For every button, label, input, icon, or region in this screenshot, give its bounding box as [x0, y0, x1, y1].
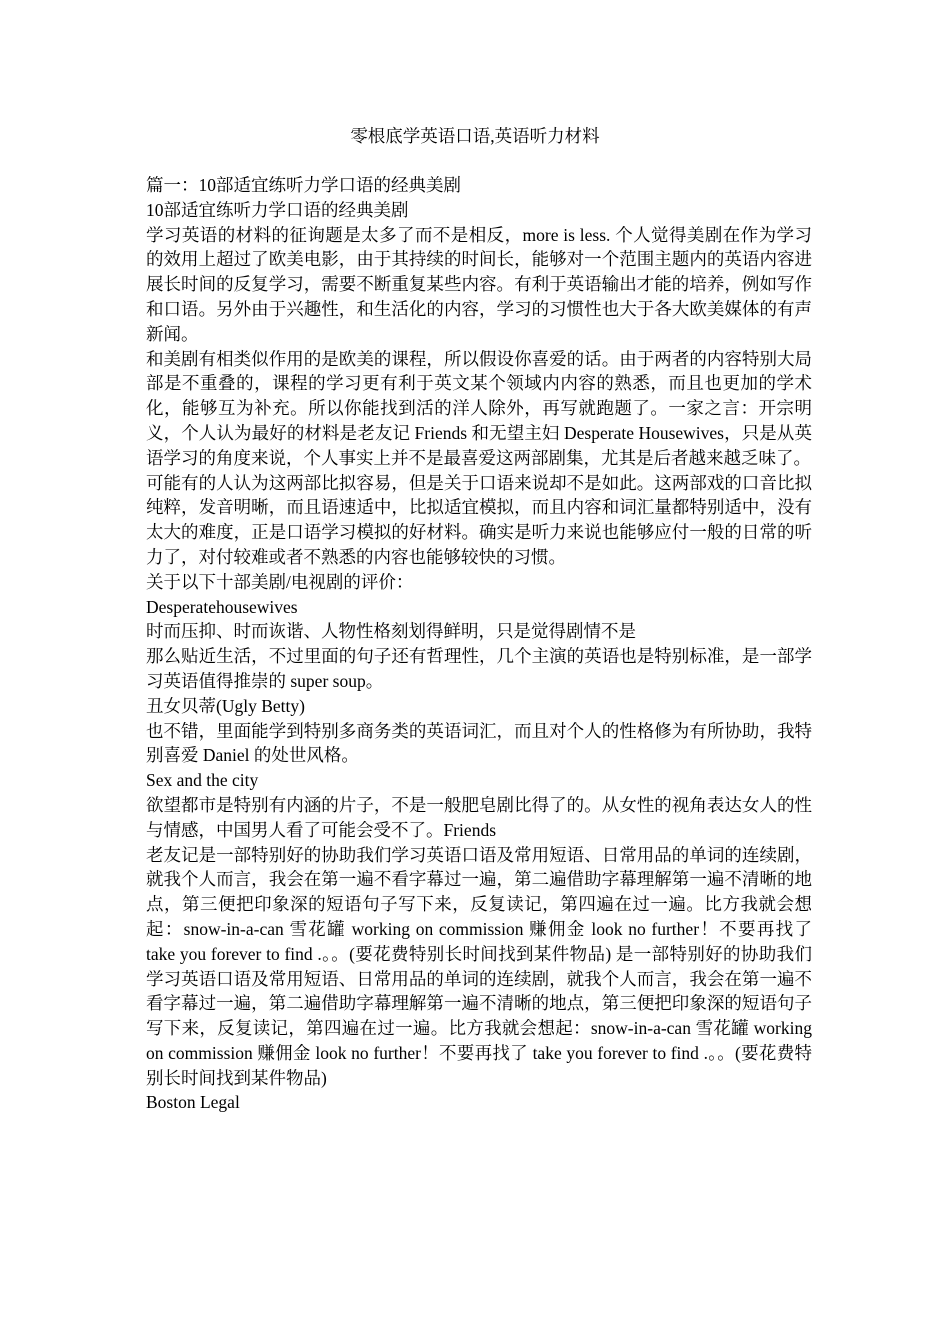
show-title: Boston Legal	[146, 1092, 240, 1113]
show-title: Desperatehousewives	[146, 596, 298, 617]
show-title: Sex and the city	[146, 770, 259, 791]
show-title: 丑女贝蒂(Ugly Betty)	[146, 695, 305, 716]
document-body	[146, 173, 812, 1115]
paragraph: 也不错，里面能学到特别多商务类的英语词汇，而且对个人的性格修为有所协助，我特别喜爱 Daniel 的处世风格。	[146, 720, 812, 766]
document-title: 零根底学英语口语,英语听力材料	[350, 126, 600, 146]
section-heading: 篇一：10部适宜练听力学口语的经典美剧	[146, 175, 461, 195]
paragraph: 和美剧有相类似作用的是欧美的课程，所以假设你喜爱的话。由于两者的内容特别大局部是不重叠的，课程的学习更有利于英文某个领域内内容的熟悉，而且也更加的学术化，能够互为补充。所以你能找到活的洋人除外，再写就跑题了。一家之言：开宗明义，个人认为最好的材料是老友记 Friends 和无望主妇 Desperate Housewives，只是从英语学习的角度来说，个人事实上并不是最喜爱这两部剧集，尤其是后者越来越乏味了。	[146, 348, 812, 468]
paragraph: 关于以下十部美剧/电视剧的评价：	[146, 571, 414, 592]
paragraph: 时而压抑、时而诙谐、人物性格刻划得鲜明，只是觉得剧情不是	[146, 621, 636, 642]
paragraph: 那么贴近生活，不过里面的句子还有哲理性，几个主演的英语也是特别标准，是一部学习英语值得推崇的 super soup。	[146, 646, 812, 691]
paragraph: 欲望都市是特别有内涵的片子，不是一般肥皂剧比得了的。从女性的视角表达女人的性与情感，中国男人看了可能会受不了。Friends	[146, 794, 812, 840]
paragraph: 学习英语的材料的征询题是太多了而不是相反，more is less. 个人觉得美剧在作为学习的效用上超过了欧美电影，由于其持续的时间长，能够对一个范围主题内的英语内容进展长时间的反复学习，需要不断重复某些内容。有利于英语输出才能的培养，例如写作和口语。另外由于兴趣性，和生活化的内容，学习的习惯性也大于各大欧美媒体的有声新闻。	[146, 224, 812, 344]
paragraph: 可能有的人认为这两部比拟容易，但是关于口语来说却不是如此。这两部戏的口音比拟纯粹，发音明晰，而且语速适中，比拟适宜模拟，而且内容和词汇量都特别适中，没有太大的难度，正是口语学习模拟的好材料。确实是听力来说也能够应付一般的日常的听力了，对付较难或者不熟悉的内容也能够较快的习惯。	[146, 472, 812, 567]
paragraph: 老友记是一部特别好的协助我们学习英语口语及常用短语、日常用品的单词的连续剧，就我个人而言，我会在第一遍不看字幕过一遍，第二遍借助字幕理解第一遍不清晰的地点，第三便把印象深的短语句子写下来，反复读记，第四遍在过一遍。比方我就会想起：snow-in-a-can 雪花罐 working on commission 赚佣金 look no further！不要再找了 take you forever to find .。。(要花费特别长时间找到某件物品) 是一部特别好的协助我们学习英语口语及常用短语、日常用品的单词的连续剧，就我个人而言，我会在第一遍不看字幕过一遍，第二遍借助字幕理解第一遍不清晰的地点，第三便把印象深的短语句子写下来，反复读记，第四遍在过一遍。比方我就会想起：snow-in-a-can 雪花罐 working on commission 赚佣金 look no further！不要再找了 take you forever to find .。。(要花费特别长时间找到某件物品)	[146, 844, 812, 1088]
article-title: 10部适宜练听力学口语的经典美剧	[146, 199, 409, 220]
